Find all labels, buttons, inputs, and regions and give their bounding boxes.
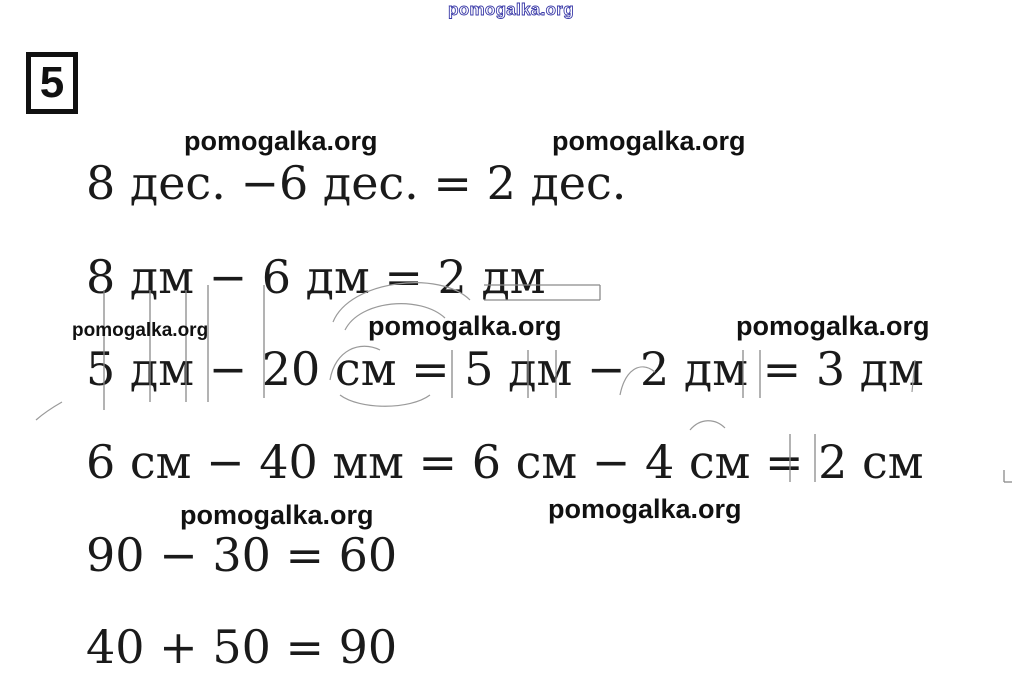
watermark-4: pomogalka.org	[368, 311, 562, 341]
equation-line-2: 8 дм − 6 дм = 2 дм	[86, 250, 546, 304]
task-number: 5	[39, 58, 65, 107]
task-number-box	[26, 52, 78, 114]
watermark-6: pomogalka.org	[180, 500, 374, 530]
equation-line-6: 40 + 50 = 90	[86, 620, 398, 674]
site-link[interactable]: pomogalka.org	[448, 0, 574, 19]
equation-line-5: 90 − 30 = 60	[86, 528, 398, 582]
watermark-2: pomogalka.org	[552, 126, 746, 156]
watermark-1: pomogalka.org	[184, 126, 378, 156]
watermark-5: pomogalka.org	[736, 311, 930, 341]
equation-line-1: 8 дес. −6 дес. = 2 дес.	[86, 156, 627, 210]
watermark-7: pomogalka.org	[548, 494, 742, 524]
watermark-3: pomogalka.org	[72, 320, 209, 341]
equation-line-4: 6 см − 40 мм = 6 см − 4 см = 2 см	[86, 435, 924, 489]
equation-line-3: 5 дм − 20 см = 5 дм − 2 дм = 3 дм	[86, 346, 924, 392]
